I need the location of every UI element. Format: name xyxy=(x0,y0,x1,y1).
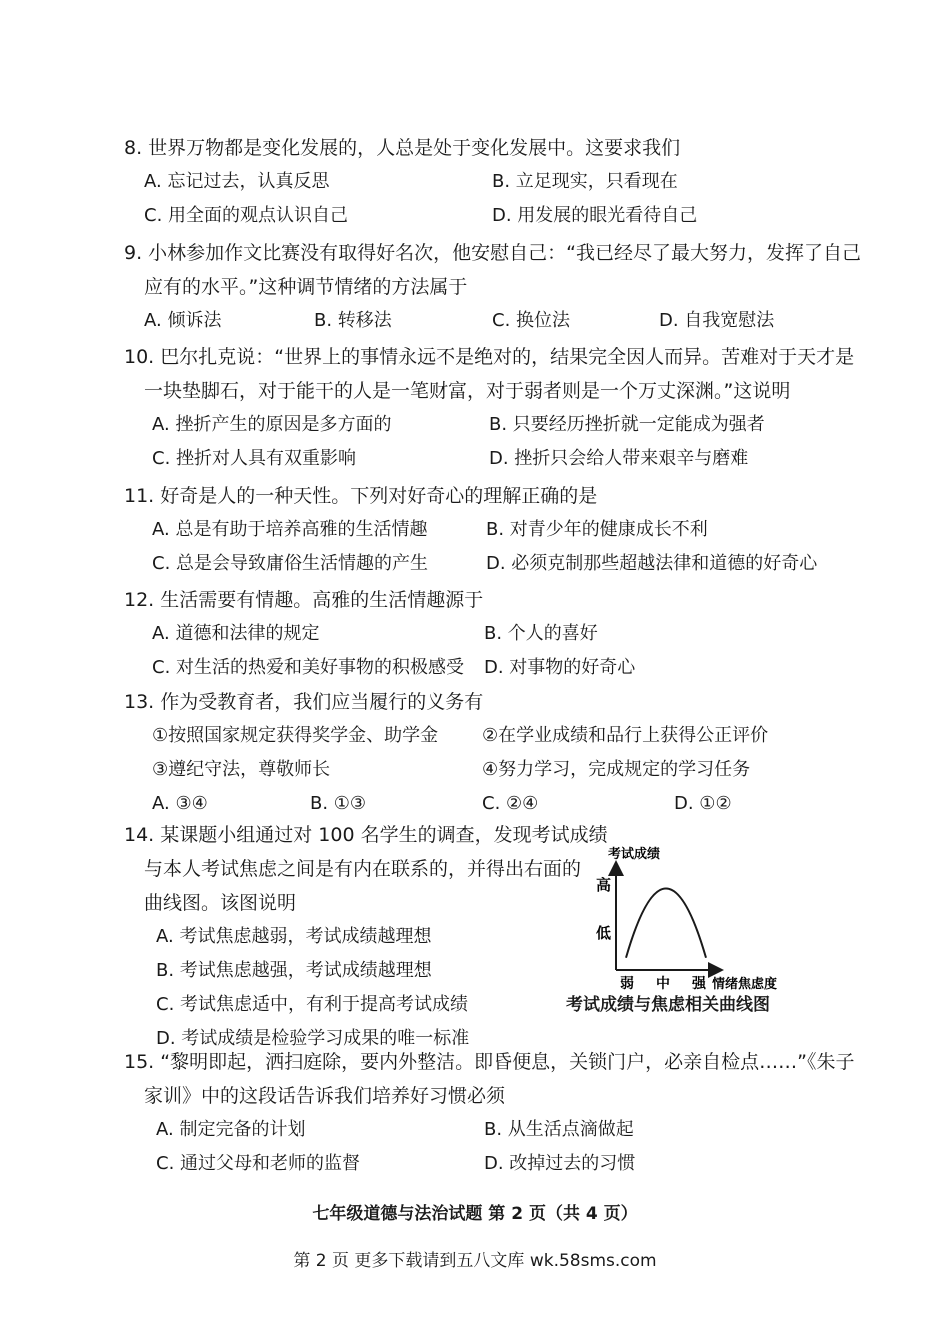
x-axis-label: 情绪焦虑度 xyxy=(712,977,778,992)
option-b: B. 对青少年的健康成长不利 xyxy=(486,519,708,540)
option-b: B. 从生活点滴做起 xyxy=(484,1119,634,1140)
chart-svg xyxy=(560,842,820,992)
question-12 xyxy=(124,583,636,685)
option-c: C. ②④ xyxy=(482,793,539,814)
y-tick-low: 低 xyxy=(596,924,612,942)
option-a: A. 道德和法律的规定 xyxy=(152,623,320,644)
option-a: A. 忘记过去，认真反思 xyxy=(144,171,330,192)
option-d: D. 改掉过去的习惯 xyxy=(484,1153,636,1174)
source-line: 第 2 页 更多下载请到五八文库 wk.58sms.com xyxy=(293,1251,657,1271)
question-stem-continued: 应有的水平。”这种调节情绪的方法属于 xyxy=(144,276,468,298)
score-curve xyxy=(626,888,706,957)
option-a: A. 制定完备的计划 xyxy=(156,1119,306,1140)
option-b: B. 考试焦虑越强，考试成绩越理想 xyxy=(156,960,432,981)
option-a: A. 倾诉法 xyxy=(144,310,222,331)
question-stem: 14. 某课题小组通过对 100 名学生的调查，发现考试成绩 xyxy=(124,824,608,846)
statement-1: ①按照国家规定获得奖学金、助学金 xyxy=(152,725,439,746)
option-b: B. 转移法 xyxy=(314,310,392,331)
question-11 xyxy=(124,479,818,581)
option-c: C. 挫折对人具有双重影响 xyxy=(152,448,357,469)
option-b: B. 个人的喜好 xyxy=(484,623,598,644)
option-c: C. 对生活的热爱和美好事物的积极感受 xyxy=(152,657,465,678)
question-stem-continued: 家训》中的这段话告诉我们培养好习惯必须 xyxy=(144,1085,506,1107)
question-10 xyxy=(124,340,854,476)
option-d: D. 考试成绩是检验学习成果的唯一标准 xyxy=(156,1028,470,1049)
option-a: A. ③④ xyxy=(152,793,208,814)
option-c: C. 换位法 xyxy=(492,310,571,331)
question-stem: 9. 小林参加作文比赛没有取得好名次，他安慰自己：“我已经尽了最大努力，发挥了自己 xyxy=(124,242,862,264)
question-13 xyxy=(124,685,769,821)
option-a: A. 挫折产生的原因是多方面的 xyxy=(152,414,392,435)
option-d: D. 自我宽慰法 xyxy=(659,310,775,331)
question-14 xyxy=(124,818,608,1056)
option-d: D. 挫折只会给人带来艰辛与磨难 xyxy=(489,448,749,469)
chart-title: 考试成绩与焦虑相关曲线图 xyxy=(566,995,770,1015)
x-tick-weak: 弱 xyxy=(620,976,634,992)
option-c: C. 考试焦虑适中，有利于提高考试成绩 xyxy=(156,994,469,1015)
question-stem: 11. 好奇是人的一种天性。下列对好奇心的理解正确的是 xyxy=(124,485,598,507)
question-stem: 12. 生活需要有情趣。高雅的生活情趣源于 xyxy=(124,589,484,611)
question-stem-continued: 曲线图。该图说明 xyxy=(144,892,297,914)
option-d: D. 用发展的眼光看待自己 xyxy=(492,205,698,226)
question-8 xyxy=(124,131,698,233)
option-b: B. ①③ xyxy=(310,793,367,814)
question-stem-continued: 一块垫脚石，对于能干的人是一笔财富，对于弱者则是一个万丈深渊。”这说明 xyxy=(144,380,791,402)
option-a: A. 总是有助于培养高雅的生活情趣 xyxy=(152,519,428,540)
option-a: A. 考试焦虑越弱，考试成绩越理想 xyxy=(156,926,432,947)
option-d: D. 必须克制那些超越法律和道德的好奇心 xyxy=(486,553,818,574)
question-stem: 8. 世界万物都是变化发展的，人总是处于变化发展中。这要求我们 xyxy=(124,137,681,159)
question-stem: 13. 作为受教育者，我们应当履行的义务有 xyxy=(124,691,484,713)
statement-4: ④努力学习，完成规定的学习任务 xyxy=(482,759,751,780)
question-stem: 10. 巴尔扎克说：“世界上的事情永远不是绝对的，结果完全因人而异。苦难对于天才是 xyxy=(124,346,855,368)
y-axis-label: 考试成绩 xyxy=(608,847,661,862)
option-c: C. 用全面的观点认识自己 xyxy=(144,205,349,226)
option-b: B. 立足现实，只看现在 xyxy=(492,171,678,192)
question-15 xyxy=(124,1045,854,1181)
y-tick-high: 高 xyxy=(596,876,612,894)
question-stem: 15. “黎明即起，洒扫庭除，要内外整洁。即昏便息，关锁门户，必亲自检点……”《朱子 xyxy=(124,1051,855,1073)
option-d: D. 对事物的好奇心 xyxy=(484,657,636,678)
option-c: C. 总是会导致庸俗生活情趣的产生 xyxy=(152,553,429,574)
option-d: D. ①② xyxy=(674,793,732,814)
x-tick-mid: 中 xyxy=(656,976,670,992)
statement-3: ③遵纪守法，尊敬师长 xyxy=(152,759,331,780)
option-c: C. 通过父母和老师的监督 xyxy=(156,1153,361,1174)
question-9 xyxy=(124,236,861,338)
question-stem-continued: 与本人考试焦虑之间是有内在联系的，并得出右面的 xyxy=(144,858,582,880)
statement-2: ②在学业成绩和品行上获得公正评价 xyxy=(482,725,769,746)
x-tick-strong: 强 xyxy=(692,976,706,992)
page-footer: 七年级道德与法治试题 第 2 页（共 4 页） xyxy=(312,1204,638,1224)
option-b: B. 只要经历挫折就一定能成为强者 xyxy=(489,414,765,435)
